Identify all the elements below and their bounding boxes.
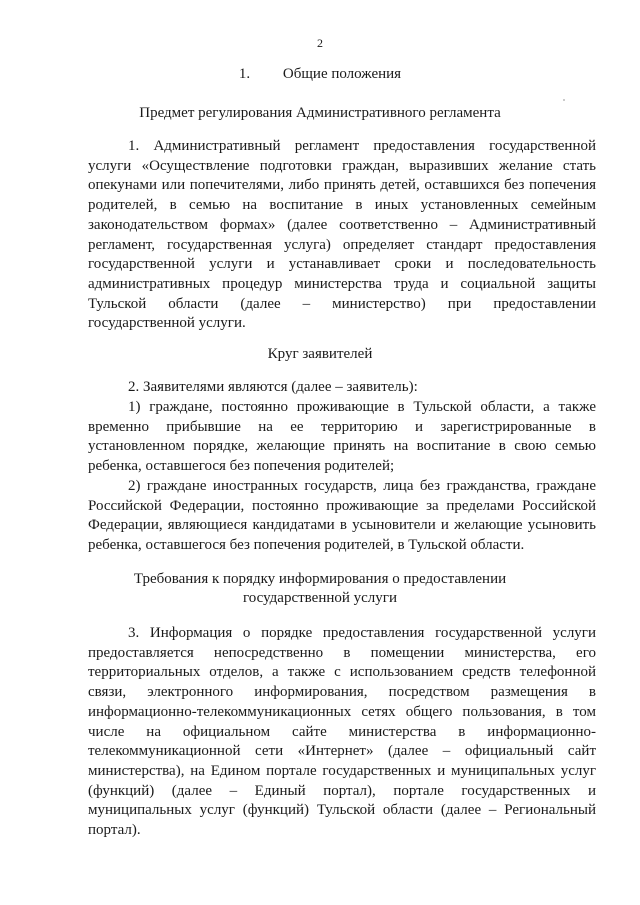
subheading-subject: Предмет регулирования Административного регламента: [139, 105, 501, 121]
paragraph-3: 3. Информация о порядке предоставления государственной услуги предоставляется непосредственно в помещении министерства, его территориальных отделов, а также с использованием средств телефонной связи, электронного информирования, посредством размещения в информационно-телекоммуникационных сетях общего пользования, в том числе на официальном сайте министерства в информационно-телекоммуникационной сети «Интернет» (далее – официальный сайт министерства), на Едином портале государственных и муниципальных услуг (функций) (далее – Единый портал), портале государственных и муниципальных услуг (функций) Тульской области (далее – Региональный портал).: [88, 625, 596, 839]
paragraph-2-item-2: 2) граждане иностранных государств, лица без гражданства, граждане Российской Федерации, постоянно проживающие за пределами Российской Федерации, являющиеся кандидатами в усыновители и желающие усыновить ребенка, оставшегося без попечения родителей, в Тульской области.: [88, 478, 596, 554]
section-number: 1.: [238, 66, 251, 82]
subheading-informing-line-1: Требования к порядку информирования о предоставлении: [133, 571, 507, 587]
page-number: 2: [317, 36, 323, 50]
section-heading: [0, 66, 640, 83]
subheading-informing-line-2: государственной услуги: [243, 590, 397, 606]
subheading-applicants: Круг заявителей: [267, 346, 373, 362]
subheading-informing: [0, 570, 640, 608]
paragraph-2-item-1: 1) граждане, постоянно проживающие в Тульской области, а также временно прибывшие на ее территорию и зарегистрированные в установленном порядке, желающие принять на воспитание в свою семью ребенка, оставшегося без попечения родителей;: [88, 399, 596, 475]
scan-speck: [563, 99, 565, 101]
paragraph-1: 1. Административный регламент предоставления государственной услуги «Осуществление подготовки граждан, выразивших желание стать опекунами или попечителями, либо принять детей, оставшихся без попечения родителей, в семью на воспитание в иных установленных семейным законодательством формах» (далее соответственно – Административный регламент, государственная услуга) определяет стандарт предоставления государственной услуги и устанавливает сроки и последовательность административных процедур министерства труда и социальной защиты Тульской области (далее – министерство) при предоставлении государственной услуги.: [88, 138, 596, 332]
paragraph-2: 2. Заявителями являются (далее – заявитель):: [128, 379, 418, 395]
section-title: Общие положения: [282, 66, 402, 82]
